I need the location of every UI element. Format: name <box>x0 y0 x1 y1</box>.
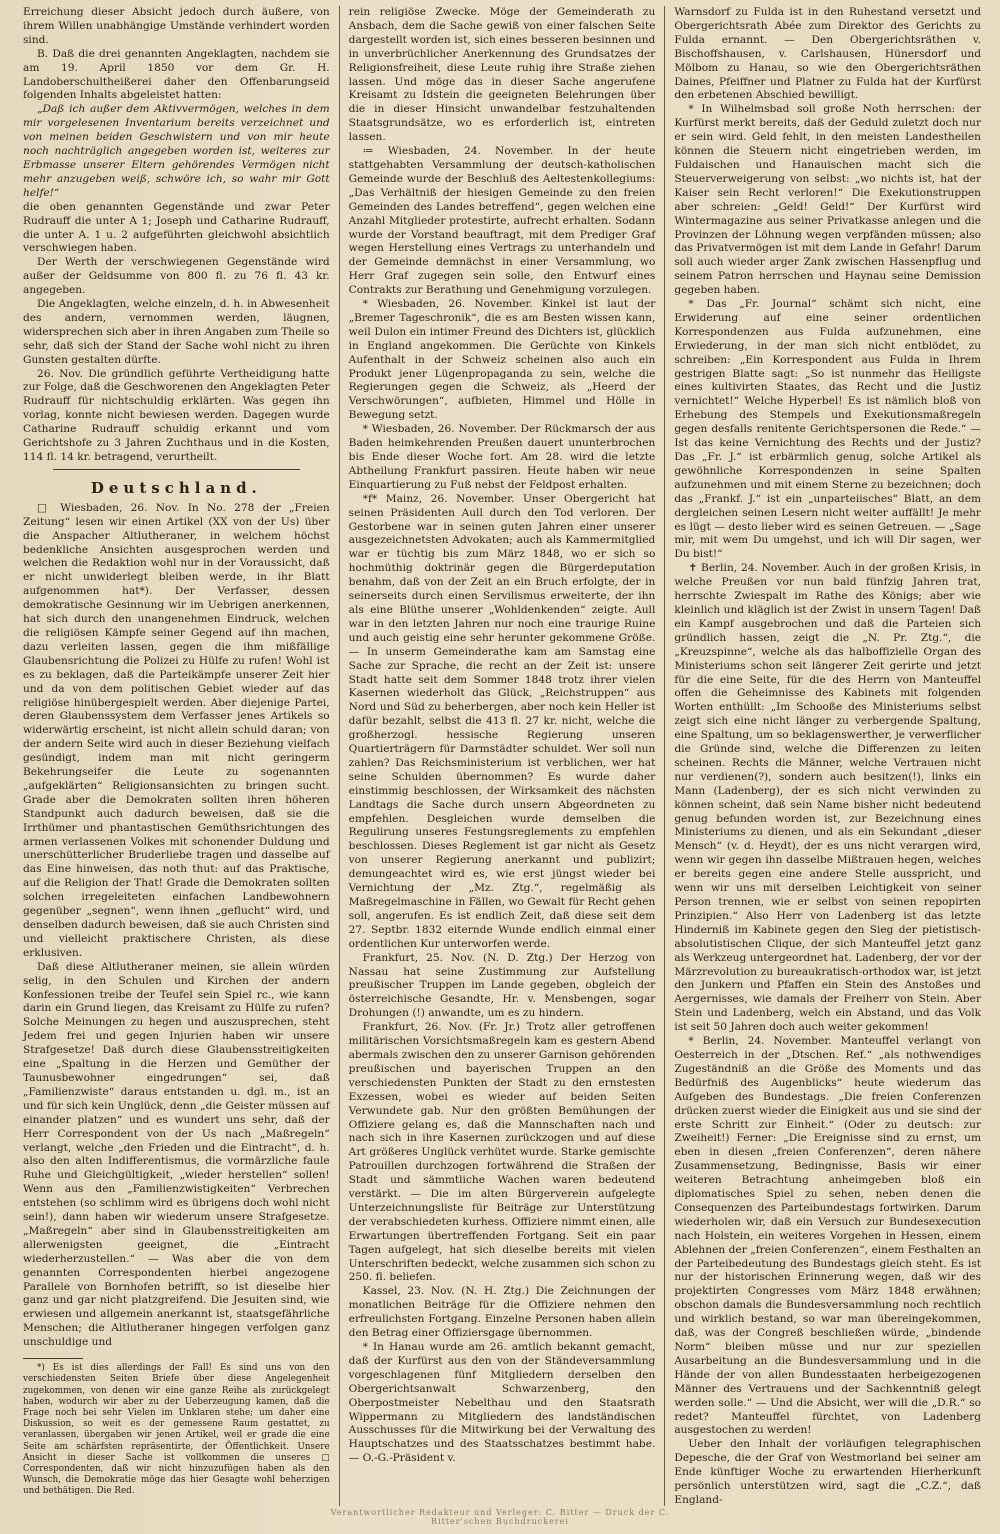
paragraph: 26. Nov. Die gründlich geführte Vertheidigung hatte zur Folge, daß die Geschworenen den Angeklagten Peter Rudrauff für nichtschuldig erklärten. Was gegen ihn vorlag, konnte nicht bewiesen werden. Dagegen wurde Catharine Rudrauff schuldig erkannt und vom Gerichtshofe zu 3 Jahren Zuchthaus und in die Kosten, 114 fl. 14 kr. betragend, verurtheilt. <box>23 367 330 463</box>
article-paragraph: * Wiesbaden, 26. November. Der Rückmarsch der aus Baden heimkehrenden Preußen dauert ununterbrochen bis Ende dieser Woche fort. Am 28. wird die letzte Abtheilung Frankfurt passiren. Heute haben wir neue Einquartierung zu Fuß nebst der Feldpost erhalten. <box>348 423 656 491</box>
footnote-rule <box>23 1358 83 1359</box>
paragraph: B. Daß die drei genannten Angeklagten, nachdem sie am 19. April 1850 vor dem Gr. H. Landoberschultheißerei daher den Offenbarungseid folgenden Inhalts abgeleistet hatten: <box>23 47 330 102</box>
paragraph: Der Werth der verschwiegenen Gegenstände wird außer der Geldsumme von 800 fl. zu 76 fl. 43 kr. angegeben. <box>23 256 330 297</box>
column-3 <box>664 6 990 1506</box>
columns <box>14 6 990 1506</box>
article-paragraph: *f* Mainz, 26. November. Unser Obergericht hat seinen Präsidenten Aull durch den Tod verloren. Der Gestorbene war in seinen guten Jahren einer unserer ausgezeichnetsten Advokaten; auch als Kammermitglied war er tüchtig bis zum März 1848, wo er sich so hochmüthig doktrinär gegen die Bürgerdeputation benahm, daß von der Zeit an ein Bruch erfolgte, der in seinerseits durch einen Servilismus erweiterte, der ihn als eine Blüthe unserer „Wohldenkenden“ zeigte. Aull war in den letzten Jahren nur noch eine traurige Ruine und auch geistig eine sehr herunter gekommene Größe. — In unserm Gemeinderathe kam am Samstag eine Sache zur Sprache, die recht an der Zeit ist: unsere Stadt hatte seit dem Sommer 1848 trotz ihrer vielen Kasernen wiederholt das Glück, „Reichstruppen“ aus Nord und Süd zu beherbergen, aber noch kein Heller ist dafür bezahlt, selbst die 413 fl. 27 kr. nicht, welche die großherzogl. hessische Regierung unseren Quartierträgern für Darmstädter schuldet. Wer soll nun zahlen? Das Reichsministerium ist verblichen, wer hat seine Schulden übernommen? Es wurde daher einstimmig beschlossen, der Wirksamkeit des nächsten Landtags die Sache durch unsern Abgeordneten zu empfehlen. Desgleichen wurde demselben die Regulirung unseres Festungsreglements zu empfehlen beschlossen. Dieses Reglement ist gar nicht als Gesetz von unserer Regierung anerkannt und publizirt; demungeachtet wird es, wie erst jüngst wieder bei Vernichtung der „Mz. Ztg.“, regelmäßig als Maßregelmaschine in Fällen, wo Gewalt für Recht gehen soll, angerufen. Es ist endlich Zeit, daß diese seit dem 27. Septbr. 1832 eiternde Wunde endlich einmal einer ordentlichen Kur unterworfen werde. <box>348 492 656 950</box>
article-paragraph: * Berlin, 24. November. Manteuffel verlangt von Oesterreich in der „Dtschen. Ref.“ „als nothwendiges Zugeständniß an die Größe des Moments und das Bedürfniß des Augenblicks“ heute wiederum das Aufgeben des Bundestags. „Die freien Conferenzen drücken zuerst wieder die Einigkeit aus und sie sind der erste Schritt zur Einheit.“ (Oder zu deutsch: zur Zweiheit!) Ferner: „Die Ereignisse sind zu ernst, um eben in diesen „freien Conferenzen“, deren nähere Zusammensetzung, Bedingnisse, Basis wir einer weiteren Betrachtung anheimgeben bloß ein diplomatisches Spiel zu sehen, neben denen die Consequenzen des Parteibundestags fortwirken. Darum wiederholen wir, daß ein Versuch zur Bundesexecution nach Holstein, ein weiteres Vorgehen in Hessen, einem Ablehnen der „freien Conferenzen“, einem Festhalten an der Parteibedeutung des Bundestags gleich steht. Es ist nur der historischen Erinnerung wegen, daß wir des projektirten Congresses vom März 1848 erwähnen; obschon damals die Bundesversammlung noch rechtlich und wirklich bestand, so war man übereingekommen, daß, was der Congreß beschließen würde, „bindende Norm“ bleiben müsse und nur zur speziellen Ausarbeitung an die Bundesversammlung und in die Hände der von allen Bundesstaaten herbeigezogenen Männer des Vertrauens und der Sachkenntniß gelegt werden solle.“ — Und die Absicht, wer will die „D.R.“ so redet? Manteuffel fürchtet, von Ladenberg ausgestochen zu werden! <box>674 1035 982 1437</box>
imprint-footer: Verantwortlicher Redakteur und Verleger: C. Ritter — Druck der C. Ritter'schen Buchdruckerei <box>330 1508 670 1526</box>
paragraph: Die Angeklagten, welche einzeln, d. h. in Abwesenheit des andern, vernommen werden, läugnen, widersprechen sich aber in ihren Angaben zum Theile so sehr, daß sich der Stand der Sache wohl nicht zu ihren Gunsten gestalten dürfte. <box>23 298 330 366</box>
section-rule <box>53 469 300 470</box>
paragraph: Warnsdorf zu Fulda ist in den Ruhestand versetzt und Obergerichtsrath Abée zum Direktor des Gerichts zu Fulda ernannt. — Den Obergerichtsräthen v. Bischoffshausen, v. Carlshausen, Hünersdorf und Mölbom zu Hanau, so wie den Obergerichtsräthen Daines, Pfeiffner und Platner zu Fulda hat der Kurfürst den erbetenen Abschied bewilligt. <box>674 6 982 102</box>
article-paragraph: * Das „Fr. Journal“ schämt sich nicht, eine Erwiderung auf eine seiner ordentlichen Korrespondenzen aus Fulda aufzunehmen, eine Erwiederung, in der man sich nicht entblödet, zu schreiben: „Ein Korrespondent aus Fulda in Ihrem gestrigen Blatte sagt: „So ist nunmehr das Heiligste eines kultivirten Staates, das Recht und die Justiz vernichtet!“ Welche Hyperbel! Es ist nämlich bloß von Erhebung des Stempels und Exekutionsmaßregeln gegen desfalls renitente Gerichtspersonen die Rede.“ — Ist das keine Vernichtung des Rechts und der Justiz? Das „Fr. J.“ ist erbärmlich genug, solche Artikel als gewöhnliche Korrespondenzen in seine Spalten aufzunehmen und mit einem Sterne zu bezeichnen; doch das „Frankf. J.“ ist ein „unparteiisches“ Blatt, an dem dergleichen seinen Lesern nicht weiter auffällt! Je mehr es lügt — desto lieber wird es seinen Getreuen. — „Sage mir, mit wem Du umgehst, und ich will Dir sagen, wer Du bist!“ <box>674 298 982 561</box>
oath-quote: „Daß ich außer dem Aktivvermögen, welches in dem mir vorgelesenen Inventarium bereits verzeichnet und von meinen beiden Geschwistern und von mir heute noch nachträglich angegeben worden ist, weiteres zur Erbmasse unserer Eltern gehörendes Vermögen nicht mehr anzugeben weiß, schwöre ich, so wahr mir Gott helfe!“ <box>23 103 330 199</box>
article-paragraph: ≔ Wiesbaden, 24. November. In der heute stattgehabten Versammlung der deutsch-katholischen Gemeinde wurde der Beschluß des Aeltestenkollegiums: „Das Verhältniß der hiesigen Gemeinde zu den freien Gemeinden des Landes betreffend“, gegen welchen eine Anzahl Mitglieder protestirte, aufrecht erhalten. Sodann wurde der Vorstand beauftragt, mit dem Prediger Graf wegen Herstellung eines Vertrags zu unterhandeln und der Gemeinde demnächst in einer Versammlung, wo Herr Graf zugegen sein solle, den Entwurf eines Contrakts zur Berathung und Genehmigung vorzulegen. <box>348 145 656 297</box>
column-1 <box>14 6 339 1506</box>
footnote: *) Es ist dies allerdings der Fall! Es sind uns von den verschiedensten Seiten Briefe über diese Angelegenheit zugekommen, von denen wir eine ganze Reihe als zurückgelegt haben, wodurch wir aber zu der Ueberzeugung kamen, daß die Frage noch bei sehr Vielen im Unklaren stehe; um daher eine Diskussion, so weit es der gemessene Raum gestattet, zu veranlassen, übergaben wir jenen Artikel, weil er grade die eine Seite am schärfsten repräsentirte, der Öffentlichkeit. Unsere Ansicht in dieser Sache ist vollkommen die unseres □ Correspondenten, daß wir nicht hinzuzufügen haben als den Wunsch, die Demokratie möge das hier Gesagte wohl beherzigen und bethätigen. Die Red. <box>23 1363 330 1497</box>
article-paragraph: Frankfurt, 25. Nov. (N. D. Ztg.) Der Herzog von Nassau hat seine Zustimmung zur Aufstellung preußischer Truppen im Lande gegeben, obgleich der österreichische Gesandte, Hr. v. Mensbengen, sogar Drohungen (!) anwandte, um es zu hindern. <box>348 951 656 1020</box>
article-paragraph: * Wiesbaden, 26. November. Kinkel ist laut der „Bremer Tageschronik“, die es am Besten wissen kann, weil Dulon ein intimer Freund des Dichters ist, glücklich in England angekommen. Die Gerüchte von Kinkels Aufenthalt in der Schweiz scheinen also auch ein Produkt jener Lügenpropaganda zu sein, welche die Regierungen gegen die Schweiz, als „Heerd der Verschwörungen“, aufbieten, Himmel und Hölle in Bewegung setzt. <box>348 298 656 422</box>
paragraph: rein religiöse Zwecke. Möge der Gemeinderath zu Ansbach, dem die Sache gewiß von einer falschen Seite dargestellt worden ist, sich eines besseren besinnen und in unverbrüchlicher Anerkennung des Grundsatzes der Religionsfreiheit, diese Leute ruhig ihre Straße ziehen lassen. Und möge das in dieser Sache angerufene Kreisamt zu Idstein die geeigneten Belehrungen über die in dieser Hinsicht unwandelbar festzuhaltenden Staatsgrundsätze, wo es erforderlich ist, eintreten lassen. <box>348 6 656 144</box>
paragraph: die oben genannten Gegenstände und zwar Peter Rudrauff die unter A 1; Joseph und Catharine Rudrauff, die unter A. 1 u. 2 aufgeführten gleichwohl absichtlich verschwiegen haben. <box>23 200 330 255</box>
article-paragraph: □ Wiesbaden, 26. Nov. In No. 278 der „Freien Zeitung“ lesen wir einen Artikel (XX von der Us) über die Anspacher Altlutheraner, in welchem höchst bedenkliche Ansichten ausgesprochen werden und welchen die Redaktion wohl nur in der Voraussicht, daß er nicht unwiderlegt bleiben werde, in ihr Blatt aufgenommen hat*). Der Verfasser, dessen demokratische Gesinnung wir im Uebrigen anerkennen, hat sich durch den unangenehmen Eindruck, welchen die religiösen Kämpfe seiner Gegend auf ihn machen, dazu verleiten lassen, gegen die ihm mißfällige Glaubensrichtung die Polizei zu Hülfe zu rufen! Wohl ist es zu beklagen, daß die Parteikämpfe unserer Zeit hier und da von dem politischen Gebiet wieder auf das religiöse hinübergespielt werden. Aber diejenige Partei, deren Glaubenssystem dem Verfasser jenes Artikels so widerwärtig erscheint, ist nicht allein schuld daran; von der andern Seite wird auch in dieser Beziehung vielfach gesündigt, indem man mit nicht geringerm Bekehrungseifer die Leute zu sogenannten „aufgeklärten“ Religionsansichten zu bringen sucht. Grade aber die Demokraten sollten ihren höheren Standpunkt auch dadurch beweisen, daß sie die Irrthümer und phantastischen Gemüthsrichtungen des armen verlassenen Volkes mit schonender Duldung und unerschütterlicher Bruderliebe tragen und dasselbe auf das Eine hinweisen, das noth thut: auf das Praktische, auf die Religion der That! Grade die Demokraten sollten solchen irregeleiteten einfachen Landbewohnern gegenüber „segnen“, wenn ihnen „geflucht“ wird, und denselben dadurch beweisen, daß sie auch Christen sind und vielleicht praktischere Christen, als diese erklusiven. <box>23 501 330 959</box>
article-paragraph: ✝ Berlin, 24. November. Auch in der großen Krisis, in welche Preußen vor nun bald fünfzig Jahren trat, herrschte Zwiespalt im Rathe des Königs; aber wie kleinlich und kläglich ist der Zwist in unsern Tagen! Daß ein Kampf ausgebrochen und daß die Parteien sich gründlich hassen, zeigt die „N. Pr. Ztg.“, die „Kreuzspinne“, welche als das halboffizielle Organ des Ministeriums schon seit längerer Zeit gerirte und jetzt für die eine Seite, für die des Herrn von Manteuffel offen die Geheimnisse des Kabinets mit folgenden Worten enthüllt: „Im Schooße des Ministeriums selbst zeigt sich eine nicht länger zu verbergende Spaltung, eine Spaltung, um so beklagenswerther, je verwerflicher die Gründe sind, welche die Differenzen zu leiten scheinen. Rechts die Männer, welche Vertrauen nicht nur verdienen(?), sondern auch besitzen(!), links ein Mann (Ladenberg), der es sich nicht verwinden zu können scheint, daß sein Name bisher nicht bedeutend genug befunden worden ist, zur Bezeichnung eines Ministeriums zu dienen, und als ein Sekundant „dieser Mensch“ (v. d. Heydt), der es uns nicht verargen wird, wenn wir gegen ihn dasselbe Mißtrauen hegen, welches er bereits gegen eine andere Stelle ausspricht, und wenn wir uns mit derselben Leichtigkeit von seiner Person trennen, wie er selbst von seinen repopirten Prinzipien.“ Also Herr von Ladenberg ist das letzte Hinderniß im Kabinete gegen den Sieg der pietistisch-absolutistischen Clique, der sich Manteuffel jetzt ganz als Werkzeug untergeordnet hat. Ladenberg, der vor der Märzrevolution zu bureaukratisch-orthodox war, ist jetzt den Junkern und Pfaffen ein Stein des Anstoßes und Aergernisses, wie damals der Freiherr von Stein. Aber Stein und Ladenberg, welch ein Abstand, und das Volk ist seit 50 Jahren doch auch weiter gekommen! <box>674 562 982 1034</box>
article-paragraph: * In Wilhelmsbad soll große Noth herrschen: der Kurfürst merkt bereits, daß der Geduld zuletzt doch nur er sein wird. Geld fehlt, in den meisten Landestheilen können die Steuern nicht eingetrieben werden, im Fuldaischen und Hanauischen macht sich die Steuerverweigerung von selbst: „wo nichts ist, hat der Kaiser sein Recht verloren!“ Die Exekutionstruppen aber schreien: „Geld! Geld!“ Der Kurfürst wird Wintermagazine aus seiner Privatkasse anlegen und die Provinzen der Löhnung wegen verpfänden müssen; also das Privatvermögen ist mit dem Lande in Gefahr! Darum soll auch wieder arger Zank zwischen Hassenpflug und seinem Patron herrschen und Haynau seine Demission gegeben haben. <box>674 103 982 297</box>
column-2 <box>339 6 665 1506</box>
article-paragraph: Kassel, 23. Nov. (N. H. Ztg.) Die Zeichnungen der monatlichen Beiträge für die Offiziere nehmen den erfreulichsten Fortgang. Einzelne Personen haben allein den Betrag einer Offiziersgage übernommen. <box>348 1285 656 1340</box>
article-paragraph: * In Hanau wurde am 26. amtlich bekannt gemacht, daß der Kurfürst aus den von der Ständeversammlung vorgeschlagenen fünf Mitgliedern derselben den Obergerichtsanwalt Schwarzenberg, den Oberpostmeister Nebelthau und den Staatsrath Wippermann zu Mitgliedern des landständischen Ausschusses für die Mitwirkung bei der Verwaltung des Hauptschatzes und des Staatsschatzes bestimmt habe. — O.-G.-Präsident v. <box>348 1341 656 1465</box>
article-paragraph: Frankfurt, 26. Nov. (Fr. Jr.) Trotz aller getroffenen militärischen Vorsichtsmaßregeln kam es gestern Abend abermals zwischen den zu unserer Garnison gehörenden preußischen und bayerischen Truppen an den verschiedensten Punkten der Stadt zu den ernstesten Exzessen, wobei es wieder auf beiden Seiten Verwundete gab. Nur den größten Bemühungen der Offiziere gelang es, daß die Mannschaften nach und nach sich in ihre Kasernen zurückzogen und auf diese Art größeres Unglück verhütet wurde. Starke gemischte Patrouillen durchzogen fortwährend die Straßen der Stadt und sämmtliche Wachen waren bedeutend verstärkt. — Die im alten Bürgerverein aufgelegte Unterzeichnungsliste für Beiträge zur Unterstützung der verabschiedeten kurhess. Offiziere nimmt einen, alle Erwartungen übertreffenden Fortgang. Seit ein paar Tagen aufgelegt, hat sich dieselbe bereits mit vielen Unterschriften bedeckt, welche zusammen sich schon zu 250. fl. beliefen. <box>348 1021 656 1284</box>
section-heading: Deutschland. <box>90 478 262 497</box>
article-paragraph: Ueber den Inhalt der vorläufigen telegraphischen Depesche, die der Graf von Westmorland bei seiner am Ende künftiger Woche zu erwartenden Hierherkunft persönlich unterstützen wird, sagt die „C.Z.“, daß England- <box>674 1438 982 1506</box>
paragraph: Erreichung dieser Absicht jedoch durch äußere, von ihrem Willen unabhängige Umstände verhindert worden sind. <box>23 6 330 46</box>
article-paragraph: Daß diese Altlutheraner meinen, sie allein würden selig, in den Schulen und Kirchen der andern Konfessionen treibe der Teufel sein Spiel rc., wie kann darin ein Grund liegen, das Kreisamt zu Hülfe zu rufen? Solche Meinungen zu hegen und auszusprechen, steht Jedem frei und gegen Injurien haben wir unsere Strafgesetze! Daß durch diese Glaubensstreitigkeiten eine „Spaltung in die Herzen und Gemüther der Taunusbewohner eingedrungen“ sei, daß „Familienzwiste“ daraus entstanden u. dgl. m., ist an und für sich kein Unglück, denn „die Geister müssen auf einander platzen“ und es wundert uns sehr, daß der Herr Correspondent von der Us nach „Maßregeln“ verlangt, welche „den Frieden und die Eintracht“, d. h. also den alten Indifferentismus, die vormärzliche faule Ruhe und Gleichgültigkeit, „wieder herstellen“ sollen! Wenn aus den „Familienzwistigkeiten“ Verbrechen entstehen (so schlimm wird es übrigens doch wohl nicht sein!), dann haben wir wiederum unsere Strafgesetze. „Maßregeln“ aber sind in Glaubensstreitigkeiten am allerwenigsten geeignet, die „Eintracht wiederherzustellen.“ — Was aber die von dem genannten Correspondenten hierbei angezogene Parallele von Bornhofen betrifft, so ist dieselbe hier ganz und gar nicht platzgreifend. Die Jesuiten sind, wie erwiesen und allgemein anerkannt ist, staatsgefährliche Menschen; die Altlutheraner hingegen verfolgen ganz unschuldige und <box>23 960 330 1349</box>
